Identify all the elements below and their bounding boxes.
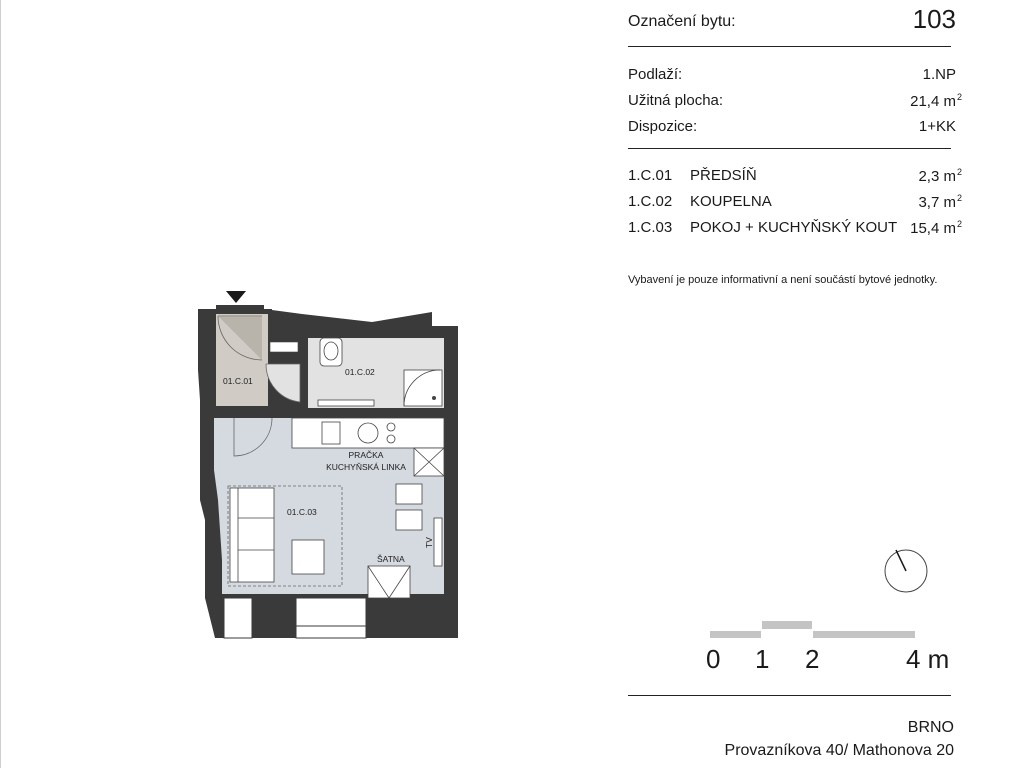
summary-label-layout: Dispozice: bbox=[628, 118, 698, 135]
scale-tick-2: 2 bbox=[805, 644, 820, 674]
floor-plan bbox=[190, 285, 465, 645]
summary-label-area: Užitná plocha: bbox=[628, 92, 724, 109]
scale-tick-4m: 4 m bbox=[906, 644, 950, 674]
unit-label: Označení bytu: bbox=[628, 13, 736, 30]
divider-2 bbox=[628, 148, 951, 149]
wall-bath-top bbox=[300, 326, 378, 338]
room-code-2: 1.C.02 bbox=[628, 193, 673, 210]
unit-number: 103 bbox=[912, 4, 956, 34]
address-street: Provazníkova 40/ Mathonova 20 bbox=[724, 742, 954, 759]
tv-unit bbox=[434, 518, 442, 566]
compass-icon bbox=[882, 546, 930, 594]
wall-bath-left bbox=[300, 330, 308, 410]
window-bottom-left bbox=[224, 598, 252, 638]
sofa-icon bbox=[230, 488, 274, 582]
room-area-3: 15,4 $m^2$ bbox=[910, 219, 962, 237]
left-edge-line bbox=[0, 0, 1, 768]
room-code-3: 1.C.03 bbox=[628, 219, 673, 236]
summary-value-layout: 1+KK bbox=[918, 118, 956, 135]
address-city: BRNO bbox=[907, 719, 954, 736]
plan-label-bath: 01.C.02 bbox=[345, 367, 375, 377]
plan-label-room: 01.C.03 bbox=[287, 507, 317, 517]
plan-label-kitchen: KUCHYŇSKÁ LINKA bbox=[326, 462, 406, 472]
chair-icon-2 bbox=[396, 510, 422, 530]
room-name-2: KOUPELNA bbox=[690, 193, 772, 210]
window-bottom bbox=[296, 598, 366, 638]
shower-icon bbox=[404, 370, 442, 406]
room-name-1: PŘEDSÍŇ bbox=[690, 167, 757, 184]
divider-1 bbox=[628, 46, 951, 47]
furniture-note: Vybavení je pouze informativní a není součástí bytové jednotky. bbox=[628, 274, 938, 286]
scale-segment-1 bbox=[710, 631, 761, 638]
scale-tick-1: 1 bbox=[755, 644, 770, 674]
kitchen-sink-icon bbox=[322, 422, 340, 444]
room-area-1: 2,3 $m^2$ bbox=[918, 167, 962, 185]
divider-3 bbox=[628, 695, 951, 696]
wall-horizontal bbox=[214, 408, 446, 418]
plan-label-tv: TV bbox=[424, 537, 434, 548]
scale-segment-3 bbox=[813, 631, 915, 638]
scale-segment-2 bbox=[762, 621, 812, 629]
bath-sink-icon bbox=[318, 400, 374, 406]
room-code-1: 1.C.01 bbox=[628, 167, 673, 184]
plan-label-washer: PRAČKA bbox=[348, 450, 384, 460]
plan-label-wardrobe: ŠATNA bbox=[377, 554, 405, 564]
summary-label-floor: Podlaží: bbox=[628, 66, 683, 83]
room-name-3: POKOJ + KUCHYŇSKÝ KOUT bbox=[690, 219, 898, 236]
chair-icon bbox=[396, 484, 422, 504]
table-icon bbox=[292, 540, 324, 574]
summary-value-area: 21,4 $m^2$ bbox=[910, 92, 962, 110]
entrance-arrow-icon bbox=[226, 291, 246, 303]
plan-label-hall: 01.C.01 bbox=[223, 376, 253, 386]
kitchen-counter bbox=[292, 418, 444, 448]
summary-value-floor: 1.NP bbox=[922, 66, 956, 83]
room-area-2: 3,7 $m^2$ bbox=[918, 193, 962, 211]
scale-tick-0: 0 bbox=[706, 644, 721, 674]
wardrobe bbox=[368, 566, 410, 598]
